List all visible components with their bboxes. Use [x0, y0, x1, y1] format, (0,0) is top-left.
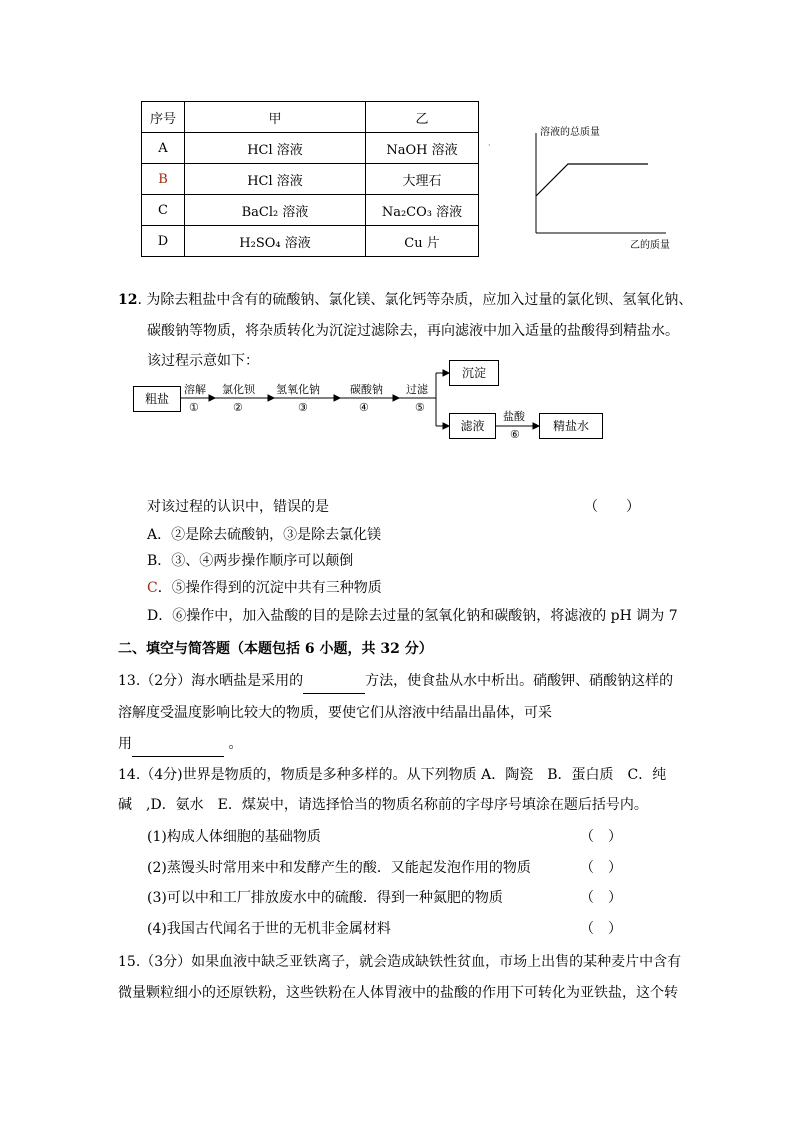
q12-option-c	[147, 575, 382, 601]
table-cell-id: D	[142, 226, 185, 257]
flow-precipitate-box: 沉淀	[449, 360, 499, 386]
q12-question: 对该过程的认识中，错误的是	[147, 499, 329, 515]
flow-step-label: 过滤	[406, 383, 428, 396]
q15-line2: 微量颗粒细小的还原铁粉，这些铁粉在人体胃液中的盐酸的作用下可转化为亚铁盐，这个转	[118, 985, 678, 1001]
q14-item: (1)构成人体细胞的基础物质	[147, 829, 321, 845]
q12-number: 12	[118, 292, 138, 308]
option-text: ．⑥操作中，加入盐酸的目的是除去过量的氢氧化钠和碳酸钠，将滤液的 pH 调为 7	[158, 608, 678, 624]
flow-filtrate-box: 滤液	[449, 413, 496, 439]
section-title: 二、填空与简答题（本题包括 6 小题，共 32 分）	[118, 641, 433, 657]
option-text: ．⑤操作得到的沉淀中共有三种物质	[157, 580, 382, 596]
option-letter: A	[147, 527, 158, 543]
flow-step-num: ①	[189, 401, 199, 414]
q12-option-b	[147, 548, 353, 574]
q13-text: 方法，使食盐从水中析出。硝酸钾、硝酸钠这样的	[365, 673, 674, 689]
flow-step-label: 氯化钡	[222, 383, 255, 396]
flow-step-num: ⑤	[415, 401, 425, 414]
stray-mark: ·	[488, 141, 491, 150]
table-cell-yi: 大理石	[366, 164, 479, 195]
table-cell-id: C	[142, 195, 185, 226]
option-text: ．③、④两步操作顺序可以颠倒	[157, 553, 354, 569]
flow-step-label: 溶解	[184, 383, 206, 396]
table-cell-jia: H₂SO₄ 溶液	[185, 226, 366, 257]
q13-line1	[118, 668, 673, 694]
table-cell-yi: Na₂CO₃ 溶液	[366, 195, 479, 226]
table-cell-jia: BaCl₂ 溶液	[185, 195, 366, 226]
q13-text: 。	[228, 736, 243, 752]
q14-paren: （ ）	[580, 890, 622, 906]
q15-line1: 15.（3分）如果血液中缺乏亚铁离子，就会造成缺铁性贫血，市场上出售的某种麦片中含有	[118, 954, 682, 970]
graph-xlabel: 乙的质量	[630, 240, 670, 251]
q12-text: . 为除去粗盐中含有的硫酸钠、氯化镁、氯化钙等杂质，应加入过量的氯化钡、氢氧化钠、	[137, 292, 693, 308]
q13-line2: 溶解度受温度影响比较大的物质，要使它们从溶液中结晶出晶体，可采	[118, 705, 552, 721]
table-cell-id: A	[142, 133, 185, 164]
flow-end-box: 精盐水	[539, 413, 603, 439]
table-header-cell: 甲	[185, 102, 366, 133]
q14-paren: （ ）	[580, 829, 622, 845]
q13-line3	[118, 731, 242, 757]
flow-step-num: ②	[233, 401, 243, 414]
q14-item: (2)蒸馒头时常用来中和发酵产生的酸．又能起发泡作用的物质	[147, 860, 531, 876]
table-cell-yi: Cu 片	[366, 226, 479, 257]
table-cell-id: B	[142, 164, 185, 195]
flow-step-num: ③	[298, 401, 308, 414]
flow-step-num: ⑥	[510, 428, 520, 441]
flow-step-label: 氢氧化钠	[276, 383, 320, 396]
table-cell-jia: HCl 溶液	[185, 164, 366, 195]
q14-paren: （ ）	[580, 860, 622, 876]
option-letter: D	[147, 608, 159, 624]
q14-line1: 14.（4分)世界是物质的，物质是多种多样的。从下列物质 A．陶瓷 B．蛋白质 C．纯	[118, 767, 667, 783]
q13-blank-1[interactable]	[303, 675, 365, 694]
q13-blank-2[interactable]	[132, 738, 224, 757]
option-text: ．②是除去硫酸钠，③是除去氯化镁	[157, 527, 382, 543]
q13-text: 13.（2分）海水晒盐是采用的	[118, 673, 304, 689]
table-header-cell: 序号	[142, 102, 185, 133]
table-header-cell: 乙	[366, 102, 479, 133]
q12-option-a	[147, 522, 381, 548]
q12-answer-paren: （ ）	[584, 499, 640, 515]
q13-text: 用	[118, 736, 132, 752]
q14-line2: 碱 ,D．氨水 E．煤炭中，请选择恰当的物质名称前的字母序号填涂在题后括号内。	[118, 797, 648, 813]
q14-item: (4)我国古代闻名于世的无机非金属材料	[147, 921, 391, 937]
option-letter: B	[147, 553, 158, 569]
flow-start-box: 粗盐	[133, 386, 181, 412]
q14-paren: （ ）	[580, 921, 622, 937]
q12-line3: 该过程示意如下：	[147, 353, 259, 369]
flow-step-label: 盐酸	[503, 410, 525, 423]
table-cell-jia: HCl 溶液	[185, 133, 366, 164]
q12-line2: 碳酸钠等物质，将杂质转化为沉淀过滤除去，再向滤液中加入适量的盐酸得到精盐水。	[147, 323, 679, 339]
flow-step-label: 碳酸钠	[350, 383, 383, 396]
q12-option-d	[147, 603, 678, 629]
graph-curve	[536, 164, 648, 196]
graph-ylabel: 溶液的总质量	[540, 127, 600, 138]
table-cell-yi: NaOH 溶液	[366, 133, 479, 164]
q12-line1	[118, 287, 692, 313]
q14-item: (3)可以中和工厂排放废水中的硫酸．得到一种氮肥的物质	[147, 890, 503, 906]
flow-step-num: ④	[359, 401, 369, 414]
option-letter: C	[147, 580, 158, 596]
